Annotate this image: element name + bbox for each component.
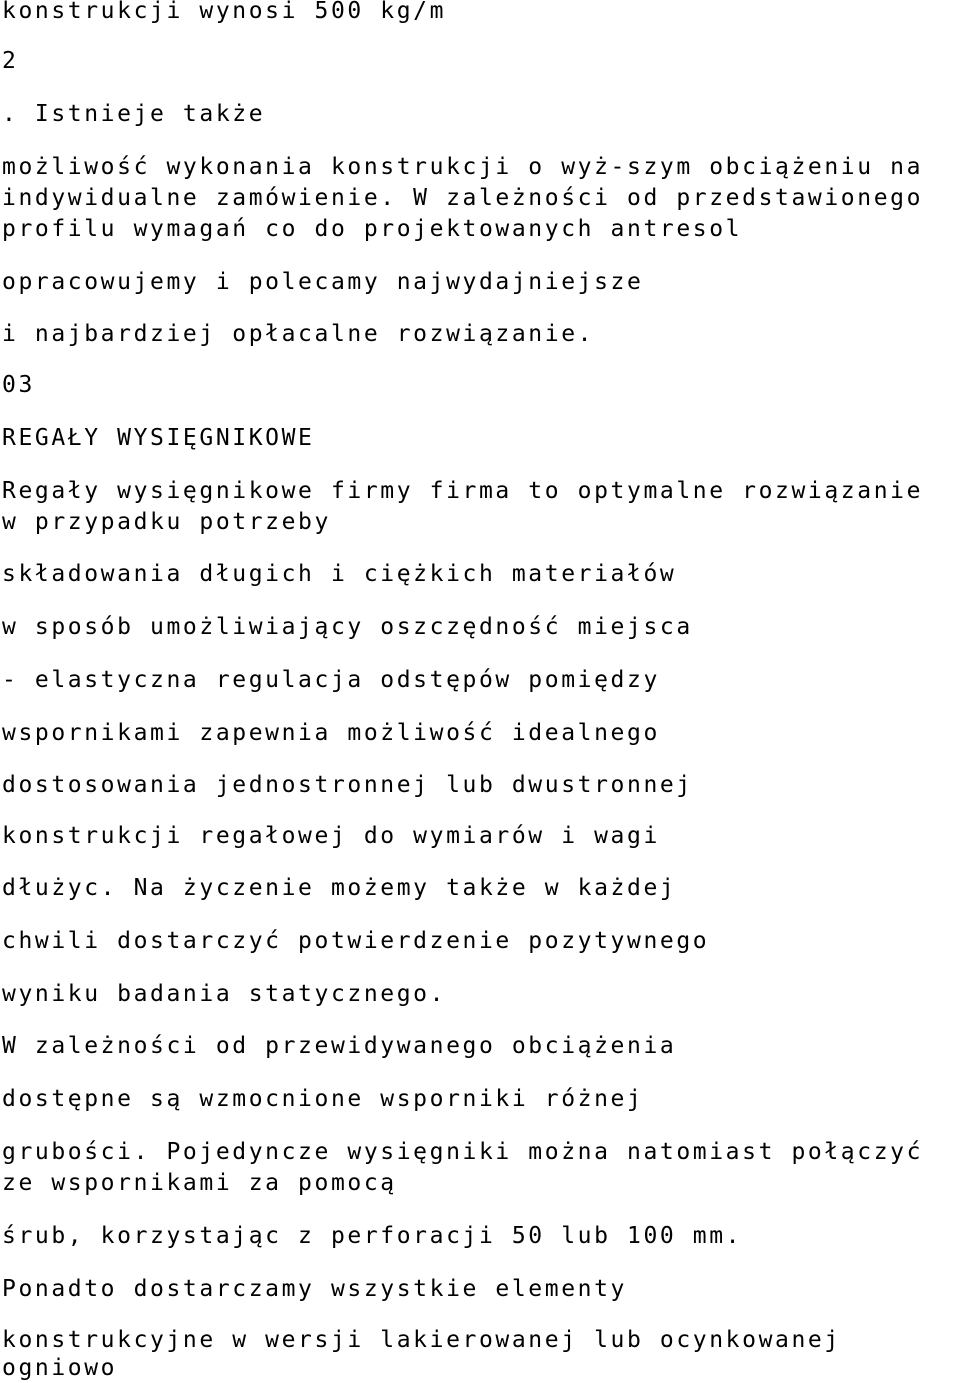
text-line: Ponadto dostarczamy wszystkie elementy xyxy=(2,1276,627,1302)
text-line: dłużyc. Na życzenie możemy także w każdej xyxy=(2,875,677,901)
section-number: 03 xyxy=(2,372,35,398)
text-line: i najbardziej opłacalne rozwiązanie. xyxy=(2,321,595,347)
text-line: wspornikami zapewnia możliwość idealnego xyxy=(2,720,660,746)
text-line: w sposób umożliwiający oszczędność miejsca xyxy=(2,614,693,640)
text-line: śrub, korzystając z perforacji 50 lub 100 mm. xyxy=(2,1223,743,1249)
text-line: profilu wymagań co do projektowanych antresol xyxy=(2,216,743,242)
text-line: - elastyczna regulacja odstępów pomiędzy xyxy=(2,667,660,693)
text-line: możliwość wykonania konstrukcji o wyż-szym obciążeniu na xyxy=(2,154,924,180)
text-line: dostępne są wzmocnione wsporniki różnej xyxy=(2,1086,644,1112)
text-line: grubości. Pojedyncze wysięgniki można natomiast połączyć xyxy=(2,1139,924,1165)
text-line: Regały wysięgnikowe firmy firma to optymalne rozwiązanie xyxy=(2,478,924,504)
text-line: konstrukcji regałowej do wymiarów i wagi xyxy=(2,823,660,849)
text-line: dostosowania jednostronnej lub dwustronnej xyxy=(2,772,693,798)
text-line: ze wspornikami za pomocą xyxy=(2,1170,397,1196)
text-line: składowania długich i ciężkich materiałów xyxy=(2,561,677,587)
superscript-line: 2 xyxy=(2,48,19,74)
text-line: ogniowo xyxy=(2,1355,118,1381)
text-line: indywidualne zamówienie. W zależności od przedstawionego xyxy=(2,185,924,211)
text-line: W zależności od przewidywanego obciążenia xyxy=(2,1033,677,1059)
text-line: . Istnieje także xyxy=(2,101,266,127)
text-line: w przypadku potrzeby xyxy=(2,509,331,535)
text-line: wyniku badania statycznego. xyxy=(2,981,447,1007)
text-line: chwili dostarczyć potwierdzenie pozytywnego xyxy=(2,928,710,954)
text-line: konstrukcji wynosi 500 kg/m xyxy=(2,0,447,24)
text-line: konstrukcyjne w wersji lakierowanej lub ocynkowanej xyxy=(2,1327,841,1353)
section-title: REGAŁY WYSIĘGNIKOWE xyxy=(2,425,315,451)
text-line: opracowujemy i polecamy najwydajniejsze xyxy=(2,269,644,295)
